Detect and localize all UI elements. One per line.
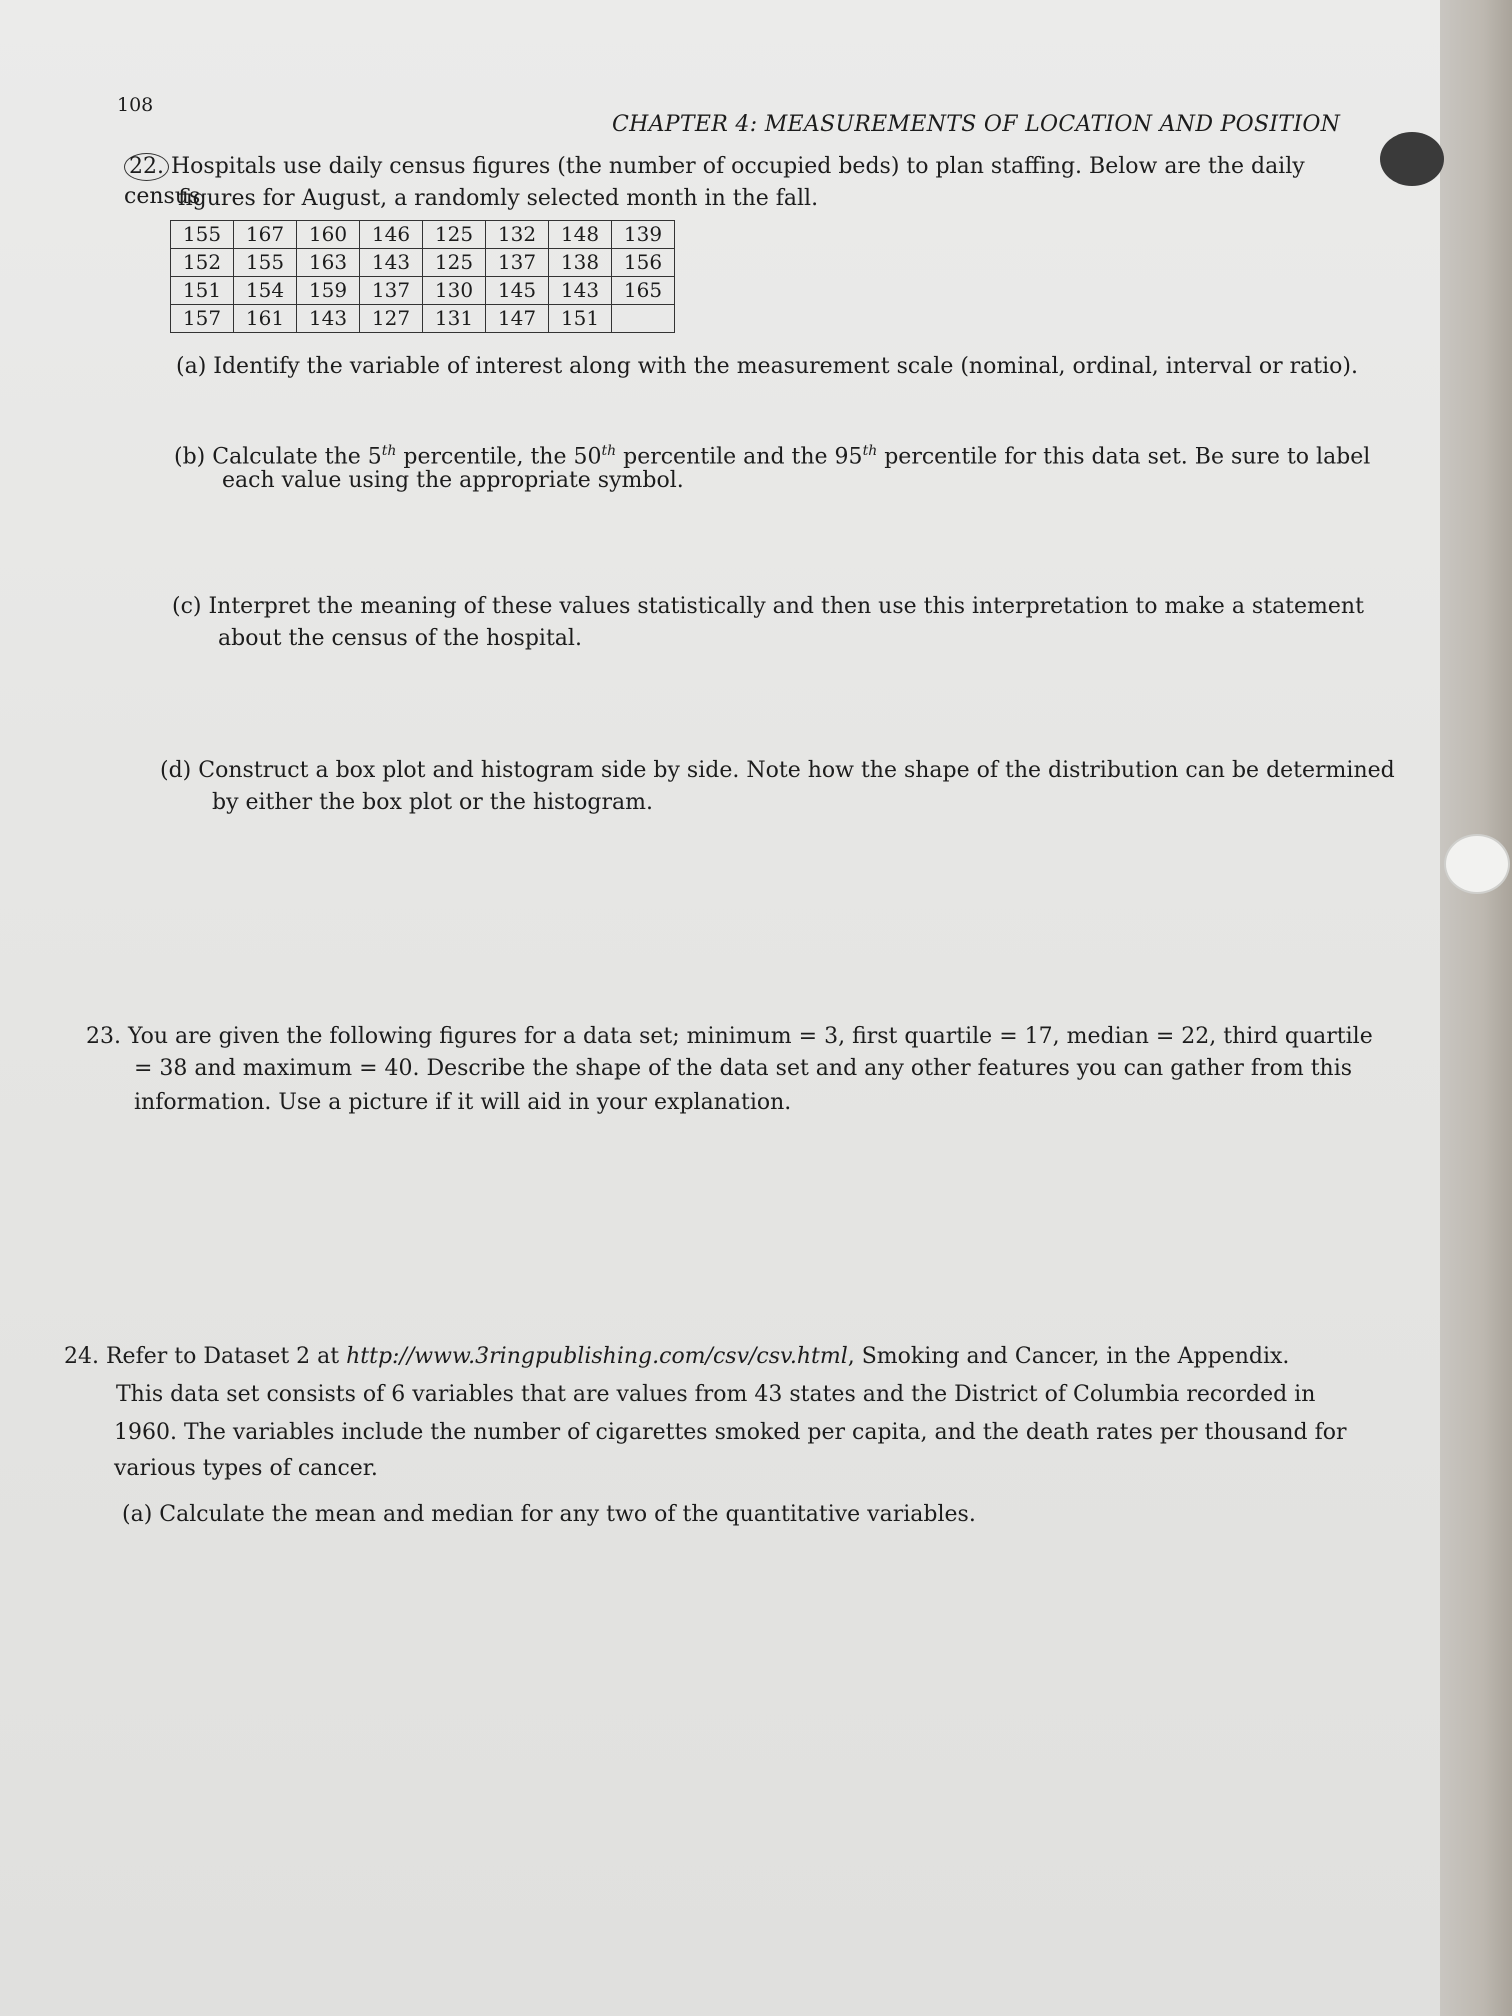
- question-24a: (a) Calculate the mean and median for any two of the quantitative variables.: [122, 1502, 976, 1527]
- question-22b-line2: each value using the appropriate symbol.: [222, 468, 684, 493]
- census-table: [170, 220, 675, 333]
- q22b-sup-2: th: [601, 443, 617, 459]
- census-table-cell: 160: [297, 221, 360, 249]
- census-table-cell: 125: [423, 221, 486, 249]
- census-table-row: [171, 221, 675, 249]
- question-24-line2: This data set consists of 6 variables that are values from 43 states and the District of Columbia recorded in: [116, 1382, 1316, 1407]
- census-table-cell: 143: [549, 277, 612, 305]
- question-22c-line1: (c) Interpret the meaning of these values statistically and then use this interpretation to make a statement: [172, 594, 1364, 619]
- census-table-cell: 156: [612, 249, 675, 277]
- census-table-cell: 148: [549, 221, 612, 249]
- census-table-cell: 139: [612, 221, 675, 249]
- census-table-row: [171, 249, 675, 277]
- census-table-cell: 138: [549, 249, 612, 277]
- chapter-title: CHAPTER 4: MEASUREMENTS OF LOCATION AND POSITION: [612, 112, 1341, 137]
- question-22-line1: Hospitals use daily census figures (the number of occupied beds) to plan staffing. Below are the daily census: [124, 154, 1305, 209]
- question-22a: (a) Identify the variable of interest along with the measurement scale (nominal, ordinal, interval or ratio).: [176, 354, 1358, 379]
- question-22d-line1: (d) Construct a box plot and histogram side by side. Note how the shape of the distribution can be determined: [160, 758, 1395, 783]
- census-table-cell: 161: [234, 305, 297, 333]
- question-22-line2: figures for August, a randomly selected month in the fall.: [178, 186, 819, 211]
- q22b-sup-1: th: [381, 443, 397, 459]
- census-table-cell: 143: [297, 305, 360, 333]
- census-table-cell: 157: [171, 305, 234, 333]
- punch-hole-top: [1380, 132, 1444, 186]
- census-table-cell: 167: [234, 221, 297, 249]
- q24-text-2: , Smoking and Cancer, in the Appendix.: [847, 1344, 1290, 1369]
- page-edge-background: [1440, 0, 1512, 2016]
- census-table-cell: 163: [297, 249, 360, 277]
- question-22-number: 22.: [124, 153, 169, 181]
- census-table-cell: 131: [423, 305, 486, 333]
- question-23-line3: information. Use a picture if it will aid in your explanation.: [134, 1090, 792, 1115]
- q22b-text-2: percentile, the 50: [396, 444, 602, 470]
- census-table-cell: 155: [234, 249, 297, 277]
- census-table-row: [171, 277, 675, 305]
- census-table-cell: 154: [234, 277, 297, 305]
- census-table-cell: 132: [486, 221, 549, 249]
- census-table-cell: 151: [549, 305, 612, 333]
- q22b-sup-3: th: [862, 443, 878, 459]
- q22b-text-1: (b) Calculate the 5: [174, 444, 382, 470]
- census-table-cell: 147: [486, 305, 549, 333]
- census-table-cell: 145: [486, 277, 549, 305]
- census-table-cell: 159: [297, 277, 360, 305]
- question-24-line3: 1960. The variables include the number of cigarettes smoked per capita, and the death rates per thousand for: [114, 1420, 1347, 1445]
- dataset-url: http://www.3ringpublishing.com/csv/csv.html: [346, 1344, 848, 1369]
- question-23-line1: 23. You are given the following figures for a data set; minimum = 3, first quartile = 17, median = 22, third quartile: [86, 1024, 1373, 1049]
- census-table-cell: 130: [423, 277, 486, 305]
- q22b-text-3: percentile and the 95: [616, 444, 863, 470]
- q22b-text-4: percentile for this data set. Be sure to label: [877, 444, 1371, 470]
- census-table-cell: 137: [486, 249, 549, 277]
- census-table-cell: 137: [360, 277, 423, 305]
- census-table-cell: 125: [423, 249, 486, 277]
- census-table-cell: 146: [360, 221, 423, 249]
- q24-text-1: 24. Refer to Dataset 2 at: [64, 1344, 347, 1369]
- census-table-cell: 155: [171, 221, 234, 249]
- census-table-cell: 151: [171, 277, 234, 305]
- census-table-cell: [612, 305, 675, 333]
- question-22c-line2: about the census of the hospital.: [218, 626, 582, 651]
- question-23-line2: = 38 and maximum = 40. Describe the shape of the data set and any other features you can gather from this: [134, 1056, 1353, 1081]
- census-table-row: [171, 305, 675, 333]
- census-table-cell: 127: [360, 305, 423, 333]
- census-table-cell: 152: [171, 249, 234, 277]
- page-number: 108: [117, 94, 154, 116]
- census-table-cell: 165: [612, 277, 675, 305]
- question-22d-line2: by either the box plot or the histogram.: [212, 790, 653, 815]
- question-24-line4: various types of cancer.: [114, 1456, 378, 1481]
- census-table-cell: 143: [360, 249, 423, 277]
- punch-hole-middle: [1444, 834, 1510, 894]
- question-24-line1: [64, 1342, 1444, 1372]
